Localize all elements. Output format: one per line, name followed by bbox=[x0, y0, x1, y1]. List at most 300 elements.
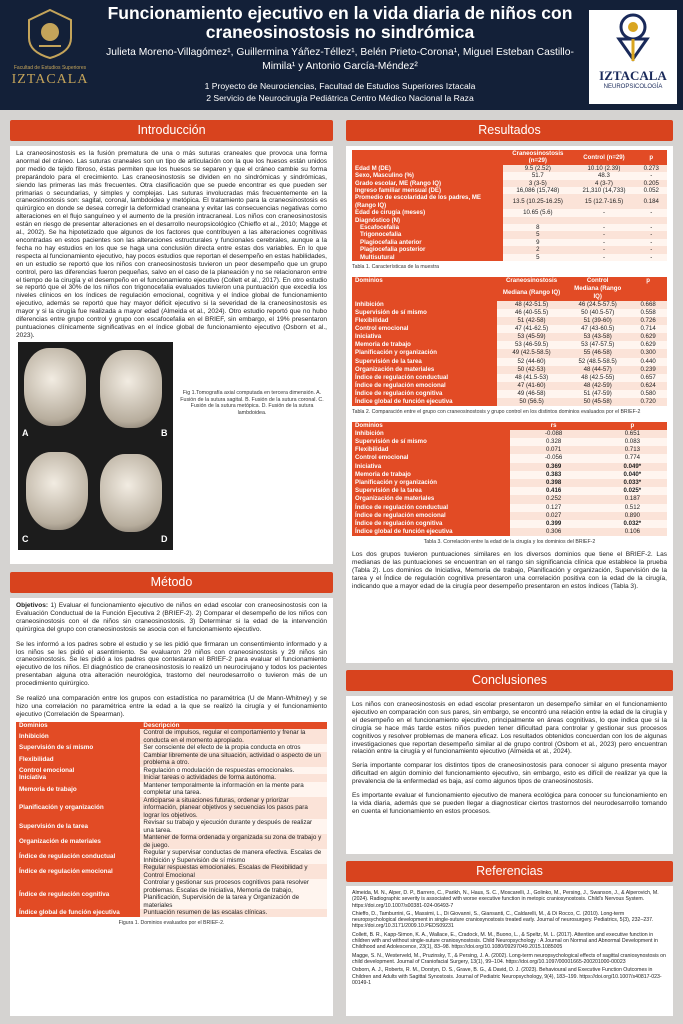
table-row bbox=[352, 471, 667, 479]
table-row bbox=[16, 744, 327, 752]
table-cell: - bbox=[635, 239, 667, 246]
results-panel bbox=[346, 146, 673, 663]
table-cell: 0.890 bbox=[598, 512, 667, 520]
table-cell: 0.726 bbox=[629, 317, 667, 325]
table-cell: 47 (43-60.5) bbox=[566, 325, 629, 333]
fig-label-b: B bbox=[161, 427, 168, 438]
table-cell: 51.7 bbox=[503, 172, 572, 179]
table-cell: Organización de materiales bbox=[352, 495, 510, 503]
logo-left-subtitle: Facultad de Estudios Superiores bbox=[13, 65, 87, 71]
table-row bbox=[352, 180, 667, 187]
table-row bbox=[352, 187, 667, 194]
table-cell: -0.088 bbox=[510, 430, 598, 438]
group-comparison-table bbox=[352, 277, 667, 407]
domain-name: Supervisión de sí mismo bbox=[16, 744, 140, 752]
table-cell: 0.239 bbox=[629, 366, 667, 374]
table-row bbox=[16, 767, 327, 775]
table-row bbox=[352, 194, 667, 209]
table-cell: 46 (40-55.5) bbox=[497, 309, 566, 317]
header-cell: p bbox=[598, 422, 667, 430]
table-row bbox=[16, 729, 327, 744]
table-cell: 0.328 bbox=[510, 438, 598, 446]
table-3-caption: Tabla 3. Correlación entre la edad de la cirugía y los dominios del BRIEF-2 bbox=[423, 539, 596, 546]
table-cell: 48 (42.5-55) bbox=[566, 374, 629, 382]
domain-name: Índice de regulación emocional bbox=[16, 864, 140, 879]
table-row bbox=[16, 834, 327, 849]
table-row bbox=[16, 774, 327, 782]
table-row bbox=[16, 909, 327, 917]
table-cell: - bbox=[572, 246, 635, 253]
table-1-body bbox=[352, 150, 667, 261]
table-cell: 3 (3-5) bbox=[503, 180, 572, 187]
table-cell: Índice global de función ejecutiva bbox=[352, 528, 510, 536]
references-panel bbox=[346, 886, 673, 1016]
conclusions-panel bbox=[346, 696, 673, 854]
method-paragraph-2: Se les informó a los padres sobre el estudio y se les pidió que firmaran un consentimiento informado y a los niños se les pidió el asentimiento. Se evaluaron 29 niños con craneosinostosis y 29 niños sin craneosinostosis. Se les pidió a los padres que contestaran el BRIEF-2 para evaluar el funcionamiento ejecutivo de los niños. El diagnóstico de craneosinostosis lo realizó un neurocirujano y todos los pacientes presentaban alguna otra alteración neurológica, trastorno del neurodesarrollo o tuvieron más de un procedimiento quirúrgico. bbox=[16, 640, 327, 688]
table-cell: Trigonocefalia bbox=[352, 231, 503, 238]
table-cell: - bbox=[572, 231, 635, 238]
domain-name: Organización de materiales bbox=[16, 834, 140, 849]
table-cell: 48 (44-57) bbox=[566, 366, 629, 374]
header-cell: rs bbox=[510, 422, 598, 430]
reference-item: Collett, B. R., Kapp-Simon, K. A., Wallace, E., Cradock, M. M., Buono, L., & Speltz, M. L. (2017). Attention and executive function in children with and without single-suture craniosynostosis. Child Neuropsychology : A Journal on Normal and Abnormal Development in Childhood and Adolescence, 23(1), 83–98. https://doi.org/10.1080/09297049.2015.1085005 bbox=[352, 931, 658, 951]
domains-table bbox=[16, 722, 327, 917]
domain-description: Mantener temporalmente la información en la mente para completar una tarea. bbox=[140, 782, 327, 797]
table-cell: Edad M (DE) bbox=[352, 165, 503, 172]
table-cell: 0.300 bbox=[629, 349, 667, 357]
table-row bbox=[352, 430, 667, 438]
table-cell: 53 (43-58) bbox=[566, 333, 629, 341]
table-cell: 5 bbox=[503, 254, 572, 261]
table-cell: Memoria de trabajo bbox=[352, 471, 510, 479]
domain-name: Índice global de función ejecutiva bbox=[16, 909, 140, 917]
table-row bbox=[16, 797, 327, 820]
skull-c bbox=[26, 452, 88, 530]
table-cell: 52 (48.5-58.5) bbox=[566, 358, 629, 366]
domain-name: Supervisión de la tarea bbox=[16, 819, 140, 834]
table-cell: 52 (44-60) bbox=[497, 358, 566, 366]
domain-description: Anticiparse a situaciones futuras, ordenar y priorizar información, planear objetivos y secuencias los pasos para lograr los objetivos. bbox=[140, 797, 327, 820]
table-cell: 0.025* bbox=[598, 487, 667, 495]
table-cell: -0.056 bbox=[510, 454, 598, 462]
table-cell: 0.440 bbox=[629, 358, 667, 366]
table-cell: - bbox=[635, 172, 667, 179]
table-row bbox=[352, 333, 667, 341]
table-cell: 10.10 (2.39) bbox=[572, 165, 635, 172]
method-heading: Método bbox=[10, 572, 333, 593]
header-cell: p bbox=[635, 150, 667, 165]
table-cell: 0.629 bbox=[629, 333, 667, 341]
table-cell bbox=[572, 217, 635, 224]
sample-characteristics-table bbox=[352, 150, 667, 261]
intro-text: La craneosinostosis es la fusión prematura de una o más suturas craneales que provoca una forma anormal del cráneo. Las suturas craneales son un tipo de articulación con la que los huesos están unidos por medio de tejido fibroso, éstas permiten que los huesos se separen y que el cráneo cambie su forma preparándolo para el crecimiento. Las craneosinostosis se dividen en no sindrómicas y sindrómicas, siendo las primeras las más frecuentes. Otra clasificación que se puede encontrar es que pueden ser primarias o secundarias, y simples y complejas. Las suturas involucradas más frecuentemente en la craneosinostosis son: sagital, coronal, lambdoidea y metópica. El tratamiento para la craneosinostosis es quirúrgico en donde se desea corregir la deformidad craneana y evitar las consecuencias negativas como alteraciones en el flujo sanguíneo y el aumento de la presión intracraneal. Los niños con craneosinostosis están en riesgo de presentar alteraciones en el desarrollo neuropsicológico (Chieffo et al., 2010; Magge et al., 2002). Se ha hipotetizado que algunos de los factores que contribuyen a las alteraciones cognitivas encontradas en estos pacientes son las alteraciones estructurales y funcionales cerebrales, aunque a la fecha no hay estudios en los que se haga una conclusión directa entre estas dos variables. En lo que respecta al funcionamiento ejecutivo, hay pocos estudios que reportan el desempeño en estas habilidades, en un estudio se reportó que los niños con craneosinostosis tuvieron un peor desempeño que un grupo control, pero las diferencias fueron pequeñas, salvo en el caso de la planeación y no se relacionaron entre el tiempo de la cirugía y el desempeño en el funcionamiento ejecutivo (Collett et al., 2017). En otro estudio se reportó que el 30% de los niños con trigonocefalia evaluados tuvieron una puntuación que excedía los niveles clínicos en los índices de regulación emocional, cognitiva y el índice global de funcionamiento ejecutivo, además se reportó que hay mayor déficit ejecutivo si la severidad de la craneosinostosis es mayor y si la cirugía fue realizada a mayor edad (Almeida et al., 2024). Otro estudio reportó que no hubo diferencias entre grupo control y grupo con escafocefalia en el BRIEF, sin embargo, el 19% presentaron puntuaciones clínicamente significativas en el índice global de funcionamiento ejecutivo (Osborn et al., 2023). bbox=[16, 150, 327, 339]
domain-description: Regular y supervisar conductas de manera efectiva. Escalas de Inhibición y Supervisión de sí mismo bbox=[140, 849, 327, 864]
domain-description: Puntuación resumen de las escalas clínicas. bbox=[140, 909, 327, 917]
table-cell: Control emocional bbox=[352, 325, 497, 333]
table-cell: Supervisión de sí mismo bbox=[352, 438, 510, 446]
table-cell: 5 bbox=[503, 231, 572, 238]
table-cell: 0.027 bbox=[510, 512, 598, 520]
domain-description: Control de impulsos, regular el comportamiento y frenar la conducta en el momento apropiado. bbox=[140, 729, 327, 744]
table-2-body bbox=[352, 277, 667, 407]
table-cell: Promedio de escolaridad de los padres, ME (Rango IQ) bbox=[352, 194, 503, 209]
table-2-caption: Tabla 2. Comparación entre el grupo con craneosinostosis y grupo control en los distintos dominios evaluados por el BRIEF-2 bbox=[352, 409, 641, 416]
table-cell: 0.083 bbox=[598, 438, 667, 446]
table-cell: 0.071 bbox=[510, 446, 598, 454]
domain-description: Revisar su trabajo y ejecución durante y después de realizar una tarea. bbox=[140, 819, 327, 834]
table-row bbox=[352, 217, 667, 224]
table-cell: Índice de regulación emocional bbox=[352, 512, 510, 520]
domain-description: Mantener de forma ordenada y organizada su zona de trabajo y de juego. bbox=[140, 834, 327, 849]
table-1-caption: Tabla 1. Características de la muestra bbox=[352, 264, 440, 271]
results-text: Los dos grupos tuvieron puntuaciones similares en los diversos dominios que tiene el BRIEF-2. Las medianas de las puntuaciones se encuentran en el rango sin significancia clínica que establece la prueba (Tabla 2). Los dominios de Iniciativa, Memoria de trabajo, Planificación y organización, Supervisión de la tarea y el Índice de regulación cognitiva presentaron una correlación positiva con la edad de la cirugía, indicando que a mayor edad de la cirugía peor desempeño presentaron en estos índices (Tabla 3). bbox=[352, 550, 667, 590]
conclusions-paragraph-2: Sería importante comparar los distintos tipos de craneosinostosis para conocer si alguno presenta mayor dificultad en algún dominio del funcionamiento ejecutivo, sin embargo, esto es difícil de realizar ya que la prevalencia de la enfermedad es baja, así como algunos tipos de craneosinostosis. bbox=[352, 762, 667, 786]
table-cell: 0.369 bbox=[510, 463, 598, 471]
references-list bbox=[352, 890, 667, 986]
table-cell: Flexibilidad bbox=[352, 317, 497, 325]
table-cell: Plagiocefalia posterior bbox=[352, 246, 503, 253]
table-cell: 47 (41-60) bbox=[497, 382, 566, 390]
table-row bbox=[352, 349, 667, 357]
table-cell: Índice de regulación cognitiva bbox=[352, 390, 497, 398]
table-cell: 0.052 bbox=[635, 187, 667, 194]
table-row bbox=[352, 512, 667, 520]
table-cell: Diagnóstico (N) bbox=[352, 217, 503, 224]
method-objectives bbox=[16, 602, 327, 634]
table-cell: Índice de regulación cognitiva bbox=[352, 520, 510, 528]
table-cell: 9 bbox=[503, 239, 572, 246]
table-cell: Organización de materiales bbox=[352, 366, 497, 374]
table-row bbox=[352, 172, 667, 179]
table-cell: - bbox=[572, 224, 635, 231]
conclusions-paragraph-3: Es importante evaluar el funcionamiento ejecutivo de manera ecológica para conocer su funcionamiento en la vida diaria, además que se pueden llegar a diagnosticar ciertos trastornos del neurodesarrollo tomando en cuenta el funcionamiento en estos procesos. bbox=[352, 792, 667, 815]
table-cell: 48.3 bbox=[572, 172, 635, 179]
table-cell: 48 (42-51.5) bbox=[497, 301, 566, 309]
table-row bbox=[352, 239, 667, 246]
fes-iztacala-logo bbox=[8, 8, 92, 104]
objectives-label: Objetivos: bbox=[16, 602, 49, 609]
reference-item: Almeida, M. N., Alper, D. P., Barrero, C., Parikh, N., Haus, S. C., Moscarelli, J., Golinko, M., Persing, J., Swanson, J., & Alperovich, M. (2024). Radiographic severity is associated with worse executive function in metopic craniosynostosis. Child's Nervous System. https://doi.org/10.1007/s00381-024-06493-7 bbox=[352, 890, 659, 909]
table-row bbox=[352, 209, 667, 216]
figure-caption: Fig 1.Tomografía axial computada en tercera dimensión. A. Fusión de la sutura sagital. B. Fusión de la sutura coronal. C. Fusión de la sutura metópica. D. Fusión de la sutura lambdoidea. bbox=[180, 389, 324, 417]
table-cell: 53 (45-59) bbox=[497, 333, 566, 341]
table-header-row bbox=[352, 277, 667, 285]
table-row bbox=[16, 849, 327, 864]
domain-description: Regulación o modulación de respuestas emocionales. bbox=[140, 767, 327, 775]
table-cell: 0.252 bbox=[510, 495, 598, 503]
table-cell: 51 (39-60) bbox=[566, 317, 629, 325]
table-row bbox=[352, 325, 667, 333]
table-cell: - bbox=[572, 239, 635, 246]
table-row bbox=[352, 528, 667, 536]
domain-name: Índice de regulación conductual bbox=[16, 849, 140, 864]
table-cell: Edad de cirugía (meses) bbox=[352, 209, 503, 216]
table-cell: 53 (46-59.5) bbox=[497, 341, 566, 349]
table-cell: 49 (46-58) bbox=[497, 390, 566, 398]
header-cell bbox=[352, 150, 503, 165]
table-cell: Grado escolar, ME (Rango IQ) bbox=[352, 180, 503, 187]
table-cell: 0.714 bbox=[629, 325, 667, 333]
fig-label-a: A bbox=[22, 427, 29, 438]
table-cell: 0.657 bbox=[629, 374, 667, 382]
table-cell: Índice global de función ejecutiva bbox=[352, 398, 497, 406]
table-cell: Índice de regulación emocional bbox=[352, 382, 497, 390]
domain-description: Cambiar libremente de una situación, actividad o aspecto de un problema a otro. bbox=[140, 752, 327, 767]
domain-description: Regular respuestas emocionales. Escalas de Flexibilidad y Control Emocional bbox=[140, 864, 327, 879]
table-cell: Planificación y organización bbox=[352, 349, 497, 357]
table-row bbox=[352, 341, 667, 349]
conclusions-paragraph-1: Los niños con craneosinostosis en edad escolar presentaron un desempeño similar en el funcionamiento ejecutivo en comparación con sus pares, sin embargo, se encontró una relación entre la edad de la cirugía y el desempeño en el funcionamiento ejecutivo, principalmente en áreas cognitivas, lo que indica que si la cirugía se hace más tarde estos niños pueden tener dificultad para controlar y gestionar sus procesos cognitivos y resolver problemas de manera eficaz. Los resultados obtenidos concuerdan con los de algunas investigaciones que reportan desempeño similar al de grupo control (Osborn et al., 2023) pero encuentran relación entre la cirugía y el funcionamiento ejecutivo (Almeida et al., 2024). bbox=[352, 701, 667, 756]
table-cell: Control emocional bbox=[352, 454, 510, 462]
table-cell: 0.306 bbox=[510, 528, 598, 536]
domains-table-body bbox=[16, 722, 327, 917]
table-cell: Iniciativa bbox=[352, 333, 497, 341]
header-cell bbox=[352, 285, 497, 301]
header-cell: Dominios bbox=[352, 277, 497, 285]
table-cell: 2 bbox=[503, 246, 572, 253]
skull-ct-image bbox=[18, 342, 173, 550]
table-row bbox=[352, 301, 667, 309]
table-row bbox=[352, 438, 667, 446]
domain-name: Iniciativa bbox=[16, 774, 140, 782]
reference-item: Osborn, A. J., Roberts, R. M., Dorstyn, D. S., Grave, B. G., & David, D. J. (2023). Behavioural and Executive Function Outcomes in Children and Adults with Sagittal Synostosis. Journal of Pediatric Neuropsychology, 9(4), 183–199. https://doi.org/10.1007/s40817-023-00149-1 bbox=[352, 967, 662, 986]
affiliation-1: 1 Proyecto de Neurociencias, Facultad de Estudios Superiores Iztacala bbox=[204, 81, 476, 91]
header-cell: Dominios bbox=[16, 722, 140, 730]
skull-a bbox=[24, 348, 86, 426]
table-row bbox=[352, 398, 667, 406]
skull-b bbox=[100, 350, 162, 428]
header-cell: Control bbox=[566, 277, 629, 285]
table-cell: 0.651 bbox=[598, 430, 667, 438]
table-cell: 48 (42-59) bbox=[566, 382, 629, 390]
table-cell: 0.033* bbox=[598, 479, 667, 487]
conclusions-heading: Conclusiones bbox=[346, 670, 673, 691]
neuropsicologia-logo bbox=[589, 10, 677, 104]
table-cell: 0.106 bbox=[598, 528, 667, 536]
table-header-row bbox=[352, 422, 667, 430]
header-cell: Craneosinostosis bbox=[497, 277, 566, 285]
table-cell: 49 (42.5-58.5) bbox=[497, 349, 566, 357]
table-cell: 8 bbox=[503, 224, 572, 231]
domain-name: Flexibilidad bbox=[16, 752, 140, 767]
table-row bbox=[352, 224, 667, 231]
table-cell: Inhibición bbox=[352, 430, 510, 438]
table-header-row bbox=[16, 722, 327, 730]
table-cell: 0.512 bbox=[598, 504, 667, 512]
table-cell: Planificación y organización bbox=[352, 479, 510, 487]
header-cell: p bbox=[629, 277, 667, 285]
reference-item: Magge, S. N., Westerveld, M., Pruzinsky, T., & Persing, J. A. (2002). Long-term neuropsychological effects of sagittal craniosynostosis on child development. Journal of Craniofacial Surgery, 13(1), 99–104. https://doi.org/10.1097/00001665-200201000-00023 bbox=[352, 952, 666, 965]
table-cell: 51 (47-59) bbox=[566, 390, 629, 398]
table-cell: Índice de regulación conductual bbox=[352, 374, 497, 382]
table-cell: 0.629 bbox=[629, 341, 667, 349]
table-header-row bbox=[352, 150, 667, 165]
table-row bbox=[16, 879, 327, 909]
table-row bbox=[352, 463, 667, 471]
figure-skulls bbox=[16, 342, 327, 552]
objectives-text: 1) Evaluar el funcionamiento ejecutivo de niños en edad escolar con craneosinostosis con la Evaluación Conductual de la Función Ejecutiva 2 (BRIEF-2). 2) Comparar el desempeño de los niños con craneosinostosis con el de niños sin craneosinostosis. 3) Determinar si la edad de la intervención quirúrgica del grupo con craneosinostosis se asocia con el funcionamiento ejecutivo. bbox=[16, 602, 327, 633]
header-cell: Dominios bbox=[352, 422, 510, 430]
table-cell: - bbox=[635, 209, 667, 216]
table-cell: Flexibilidad bbox=[352, 446, 510, 454]
table-cell: 47 (41-62.5) bbox=[497, 325, 566, 333]
logo-right-name: IZTACALA bbox=[599, 68, 667, 83]
domain-name: Control emocional bbox=[16, 767, 140, 775]
table-row bbox=[352, 317, 667, 325]
table-cell: 0.624 bbox=[629, 382, 667, 390]
table-row bbox=[352, 390, 667, 398]
table-row bbox=[352, 520, 667, 528]
table-row bbox=[352, 358, 667, 366]
table-cell: 53 (47-57.5) bbox=[566, 341, 629, 349]
table-row bbox=[16, 864, 327, 879]
domain-description: Ser consciente del efecto de la propia conducta en otros bbox=[140, 744, 327, 752]
table-cell: - bbox=[572, 209, 635, 216]
table-cell: 50 (45-58) bbox=[566, 398, 629, 406]
header-cell bbox=[629, 285, 667, 301]
header-cell: Mediana (Rango IQ) bbox=[566, 285, 629, 301]
header-cell: Mediana (Rango IQ) bbox=[497, 285, 566, 301]
table-cell: 50 (40.5-57) bbox=[566, 309, 629, 317]
table-cell: Supervisión de la tarea bbox=[352, 487, 510, 495]
domain-name: Memoria de trabajo bbox=[16, 782, 140, 797]
table-cell: 13.5 (10.25-16.25) bbox=[503, 194, 572, 209]
table-cell: 51 (42-58) bbox=[497, 317, 566, 325]
table-row bbox=[352, 495, 667, 503]
poster-title: Funcionamiento ejecutivo en la vida diaria de niños con craneosinostosis no sindrómica bbox=[107, 3, 573, 42]
table-cell: 0.205 bbox=[635, 180, 667, 187]
table-cell: 55 (46-58) bbox=[566, 349, 629, 357]
table-cell: 0.399 bbox=[510, 520, 598, 528]
method-panel bbox=[10, 598, 333, 1016]
intro-heading: Introducción bbox=[10, 120, 333, 141]
table-cell: - bbox=[572, 254, 635, 261]
affiliation-2: 2 Servicio de Neurocirugía Pediátrica Centro Médico Nacional la Raza bbox=[206, 93, 474, 103]
table-cell: Inhibición bbox=[352, 301, 497, 309]
table-cell: Memoria de trabajo bbox=[352, 341, 497, 349]
table-cell: - bbox=[635, 231, 667, 238]
table-cell: Índice de regulación conductual bbox=[352, 504, 510, 512]
table-cell: 21,310 (14,733) bbox=[572, 187, 635, 194]
table-cell: 0.668 bbox=[629, 301, 667, 309]
table-cell: 15 (12.7-16.5) bbox=[572, 194, 635, 209]
table-cell: - bbox=[635, 224, 667, 231]
table-row bbox=[352, 309, 667, 317]
table-cell: Sexo, Masculino (%) bbox=[352, 172, 503, 179]
table-cell: Multisutural bbox=[352, 254, 503, 261]
table-cell: - bbox=[635, 246, 667, 253]
table-cell: 0.127 bbox=[510, 504, 598, 512]
domain-description: Controlar y gestionar sus procesos cognitivos para resolver problemas. Escalas de Iniciativa, Memoria de trabajo, Planificación, Supervisión de la tarea y Organización de materiales bbox=[140, 879, 327, 909]
table-row bbox=[352, 446, 667, 454]
table-cell: 0.273 bbox=[635, 165, 667, 172]
table-cell: 10.65 (5.6) bbox=[503, 209, 572, 216]
table-cell: 0.383 bbox=[510, 471, 598, 479]
header-cell: Control (n=29) bbox=[572, 150, 635, 165]
domain-name: Índice de regulación cognitiva bbox=[16, 879, 140, 909]
domain-name: Planificación y organización bbox=[16, 797, 140, 820]
neuropsychology-emblem-icon bbox=[611, 13, 655, 63]
skull-d bbox=[100, 454, 162, 532]
table-cell: 0.187 bbox=[598, 495, 667, 503]
table-row bbox=[16, 752, 327, 767]
poster-affiliations bbox=[95, 80, 585, 104]
table-row bbox=[352, 374, 667, 382]
intro-panel bbox=[10, 146, 333, 564]
results-heading: Resultados bbox=[346, 120, 673, 141]
table-cell: 50 (56.5) bbox=[497, 398, 566, 406]
table-row bbox=[352, 504, 667, 512]
poster-header bbox=[0, 0, 683, 110]
fig-label-c: C bbox=[22, 533, 29, 544]
header-cell: Craneosinostosis (n=29) bbox=[503, 150, 572, 165]
table-cell: Iniciativa bbox=[352, 463, 510, 471]
table-cell bbox=[635, 217, 667, 224]
table-cell bbox=[503, 217, 572, 224]
table-cell: Ingreso familiar mensual (DE) bbox=[352, 187, 503, 194]
table-row bbox=[352, 254, 667, 261]
logo-left-name: IZTACALA bbox=[11, 72, 89, 87]
table-row bbox=[352, 454, 667, 462]
table-cell: Supervisión de sí mismo bbox=[352, 309, 497, 317]
reference-item: Chieffo, D., Tamburrini, G., Massimi, L., Di Giovanni, S., Giansanti, C., Caldarelli, M., & Di Rocco, C. (2010). Long-term neuropsychological development in single-suture craniosynostosis treated early. Journal of neurosurgery. Pediatrics, 5(3), 232–237. https://doi.org/10.3171/2009.10.PEDS09231 bbox=[352, 910, 654, 930]
table-cell: 0.032* bbox=[598, 520, 667, 528]
table-row bbox=[16, 819, 327, 834]
table-cell: 0.040* bbox=[598, 471, 667, 479]
table-cell: 0.184 bbox=[635, 194, 667, 209]
table-cell: 16,086 (15,748) bbox=[503, 187, 572, 194]
table-subheader-row bbox=[352, 285, 667, 301]
table-cell: 9.5 (2.52) bbox=[503, 165, 572, 172]
table-row bbox=[352, 165, 667, 172]
domain-description: Iniciar tareas o actividades de forma autónoma. bbox=[140, 774, 327, 782]
table-cell: 50 (42-53) bbox=[497, 366, 566, 374]
logo-right-subtitle: NEUROPSICOLOGÍA bbox=[603, 84, 663, 90]
table-cell: Plagiocefalia anterior bbox=[352, 239, 503, 246]
table-row bbox=[352, 366, 667, 374]
table-cell: Supervisión de la tarea bbox=[352, 358, 497, 366]
table-3-body bbox=[352, 422, 667, 537]
table-cell: 48 (41.5-53) bbox=[497, 374, 566, 382]
table-cell: 0.580 bbox=[629, 390, 667, 398]
table-cell: 46 (24.5-57.5) bbox=[566, 301, 629, 309]
references-heading: Referencias bbox=[346, 861, 673, 882]
table-row bbox=[352, 231, 667, 238]
table-row bbox=[352, 487, 667, 495]
table-cell: 0.774 bbox=[598, 454, 667, 462]
table-row bbox=[352, 479, 667, 487]
table-cell: 0.558 bbox=[629, 309, 667, 317]
correlation-table bbox=[352, 422, 667, 537]
table-row bbox=[352, 382, 667, 390]
crest-icon bbox=[25, 8, 75, 60]
table-cell: 0.416 bbox=[510, 487, 598, 495]
table-row bbox=[352, 246, 667, 253]
table-cell: 0.720 bbox=[629, 398, 667, 406]
table-cell: 0.049* bbox=[598, 463, 667, 471]
table-cell: 0.713 bbox=[598, 446, 667, 454]
domain-name: Inhibición bbox=[16, 729, 140, 744]
table-cell: - bbox=[635, 254, 667, 261]
domains-table-caption: Figura 1. Dominios evaluados por el BRIEF-2. bbox=[118, 919, 225, 926]
table-cell: Escafocefalia bbox=[352, 224, 503, 231]
table-cell: 4 (3-7) bbox=[572, 180, 635, 187]
method-paragraph-3: Se realizó una comparación entre los grupos con estadística no paramétrica (U de Mann-Whitney) y se hizo una correlación no paramétrica entre la edad a la que se realizó la cirugía y el funcionamiento ejecutivo (Correlación de Spearman). bbox=[16, 695, 327, 718]
table-row bbox=[16, 782, 327, 797]
fig-label-d: D bbox=[161, 533, 168, 544]
poster-authors: Julieta Moreno-Villagómez¹, Guillermina Yáñez-Téllez¹, Belén Prieto-Corona¹, Miguel Esteban Castillo-Mimila¹ y Antonio García-Méndez² bbox=[106, 47, 574, 72]
table-cell: 0.398 bbox=[510, 479, 598, 487]
